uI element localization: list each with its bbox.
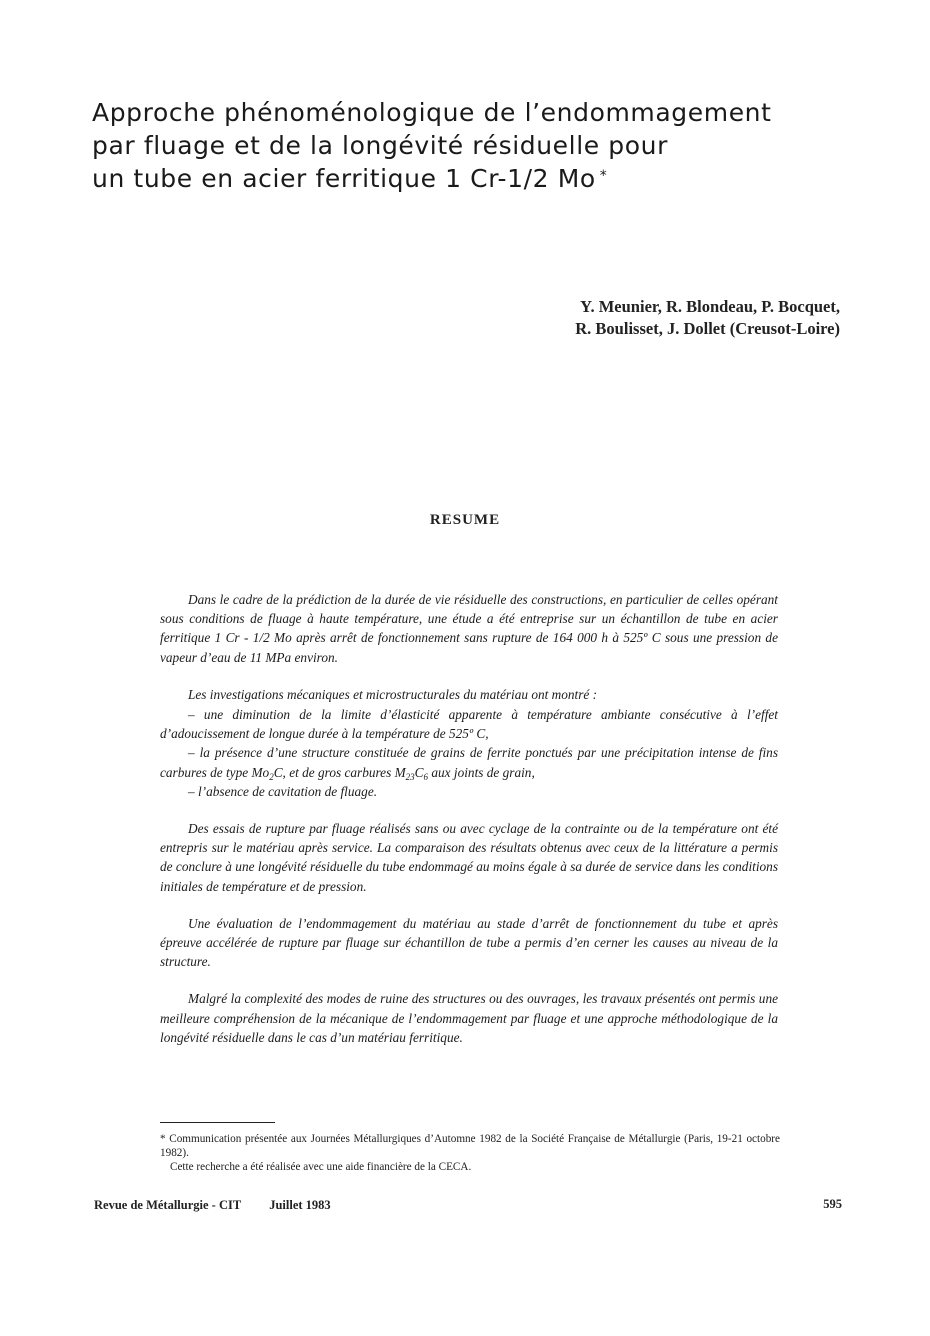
footnote-divider [160,1122,275,1123]
title-line-1: Approche phénoménologique de l’endommagement [92,98,772,127]
abstract-body [160,590,778,1065]
authors-line-2: R. Boulisset, J. Dollet (Creusot-Loire) [575,319,840,338]
abstract-paragraph-5: Malgré la complexité des modes de ruine des structures ou des ouvrages, les travaux présentés ont permis une meilleure compréhension de la mécanique de l’endommagement par fluage et une approche méthodologique de la longévité résiduelle dans le cas d’un matériau ferritique. [160,991,778,1045]
footnote-line-1: * Communication présentée aux Journées Métallurgiques d’Automne 1982 de la Société Française de Métallurgie (Paris, 19-21 octobre 1982). [160,1133,780,1159]
abstract-paragraph-4: Une évaluation de l’endommagement du matériau au stade d’arrêt de fonctionnement du tube et après épreuve accélérée de rupture par fluage sur échantillon de tube a permis d’en cerner les causes au niveau de la structure. [160,915,778,970]
title-line-2: par fluage et de la longévité résiduelle pour [92,131,668,160]
item2-sub-3: 6 [423,771,429,782]
abstract-list-item-2 [160,743,778,781]
abstract-paragraph-1: Dans le cadre de la prédiction de la durée de vie résiduelle des constructions, en particulier de celles opérant sous conditions de fluage à haute température, une étude a été entreprise sur un échantillon de tube en acier ferritique 1 Cr - 1/2 Mo après arrêt de fonctionnement sans rupture de 164 000 h à 525º C sous une pression de vapeur d’eau de 11 MPa environ. [160,592,778,665]
author-list [500,296,840,340]
issue-date: Juillet 1983 [269,1198,331,1212]
resume-heading: RESUME [429,512,501,528]
footnote-line-2: Cette recherche a été réalisée avec une aide financière de la CECA. [170,1161,472,1173]
abstract-paragraph-3: Des essais de rupture par fluage réalisés sans ou avec cyclage de la contrainte ou de la température ont été entrepris sur le matériau après service. La comparaison des résultats obtenus avec ceux de la littérature a permis de conclure à une longévité résiduelle du tube endommagé au moins égale à sa durée de service dans les conditions initiales de température et de pression. [160,821,778,894]
title-footnote-mark: * [599,168,608,184]
title-line-3 [92,162,892,195]
item2-text-a: – la présence d’une structure constituée de grains de ferrite ponctués par une précipitation intense de fins carbures de type Mo [160,745,778,780]
page-number: 595 [823,1197,842,1211]
authors-line-1: Y. Meunier, R. Blondeau, P. Bocquet, [580,297,840,316]
abstract-paragraph-2-intro: Les investigations mécaniques et microstructurales du matériau ont montré : [188,686,598,702]
item2-sub-1: 2 [269,771,274,782]
title-line-3-text: un tube en acier ferritique 1 Cr-1/2 Mo [92,164,596,193]
item2-text-c: C [414,764,424,780]
journal-footer [94,1198,331,1213]
abstract-list-item-1: – une diminution de la limite d’élasticité apparente à température ambiante consécutive à l’effet d’adoucissement de longue durée à la température de 525º C, [160,707,778,742]
item2-text-b: C, et de gros carbures M [273,764,406,780]
article-title [92,96,892,195]
footnote [160,1132,780,1174]
journal-name: Revue de Métallurgie - CIT [94,1198,242,1212]
item2-text-d: aux joints de grain, [428,764,535,780]
item2-sub-2: 23 [405,771,415,782]
abstract-list-item-3: – l’absence de cavitation de fluage. [188,783,378,799]
